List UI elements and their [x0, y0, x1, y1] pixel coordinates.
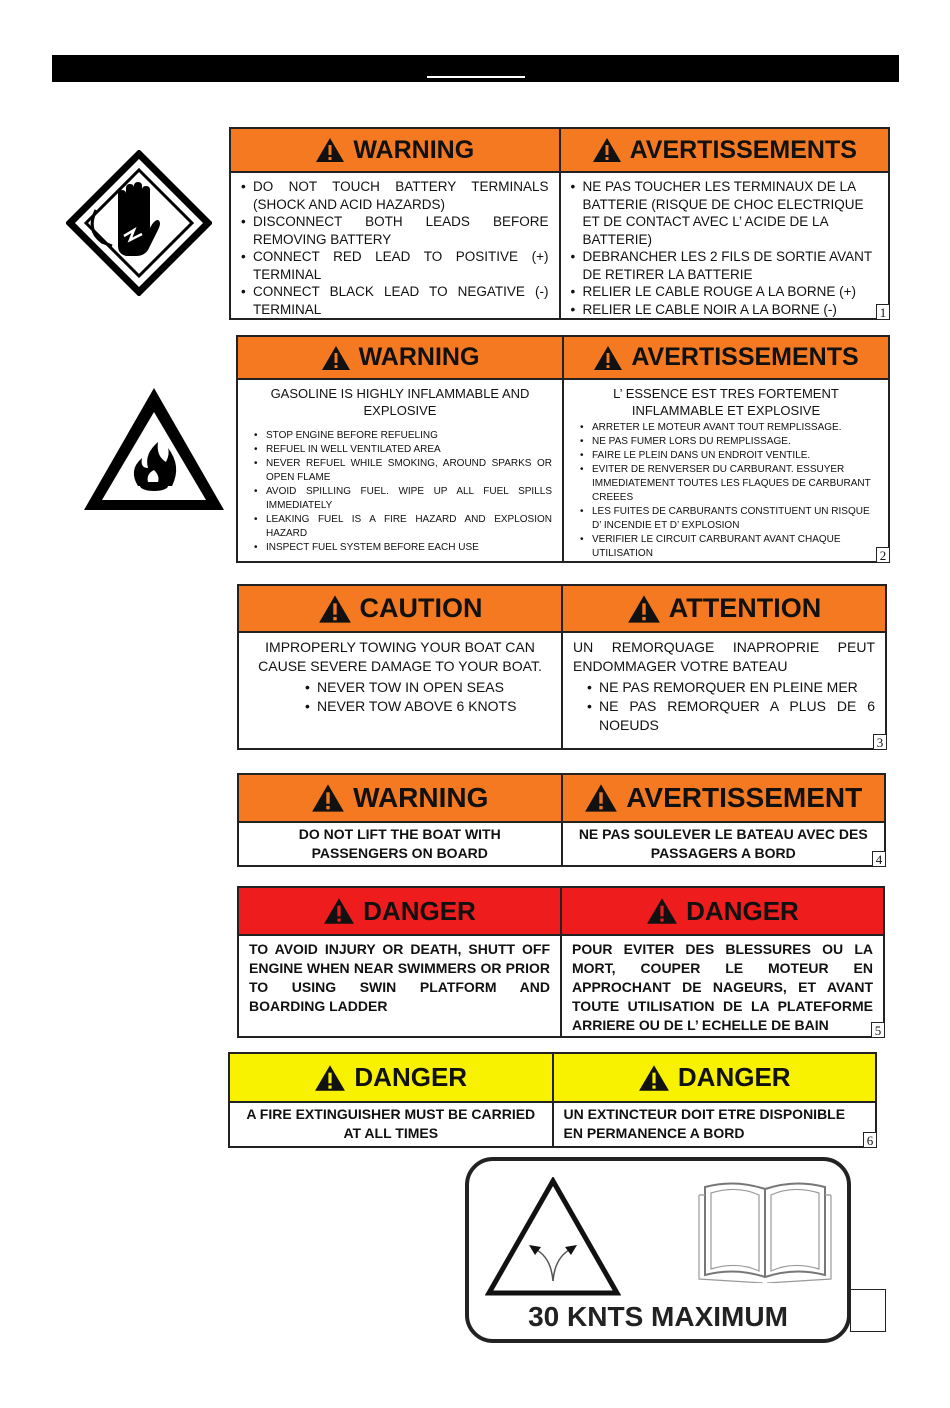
label-number: 1 [876, 304, 890, 320]
arrows-triangle-icon [485, 1177, 621, 1297]
warning-triangle-icon [593, 345, 623, 371]
english-column [239, 633, 563, 750]
fuel-warning-label [236, 335, 890, 563]
warning-triangle-icon [646, 897, 678, 925]
warning-triangle-icon [314, 1064, 346, 1092]
bullet-item: • REFUEL IN WELL VENTILATED AREA [254, 443, 552, 457]
french-column: POUR EVITER DES BLESSURES OU LA MORT, COUPER LE MOTEUR EN APPROCHANT DE NAGEURS, ET AVANT TOUTE UTILISATION DE LA PLATEFORME ARRIERE OU DE L’ ECHELLE DE BAIN [572, 941, 873, 1033]
header-en [238, 337, 564, 378]
warning-triangle-icon [318, 594, 352, 624]
bullet-item: • FAIRE LE PLEIN DANS UN ENDROIT VENTILE. [580, 449, 878, 463]
header-fr-text: AVERTISSEMENT [626, 782, 863, 813]
french-column: UN EXTINCTEUR DOIT ETRE DISPONIBLE EN PERMANENCE A BORD [563, 1106, 846, 1141]
header-en-text: WARNING [353, 782, 489, 813]
header-en [231, 129, 561, 171]
header-fr [563, 586, 885, 631]
bullet-item: • DEBRANCHER LES 2 FILS DE SORTIE AVANT DE RETIRER LA BATTERIE [571, 248, 879, 283]
extinguisher-danger-label [228, 1052, 877, 1148]
bullet-item: • DISCONNECT BOTH LEADS BEFORE REMOVING BATTERY [241, 213, 549, 248]
french-column [564, 380, 888, 563]
header-en [239, 775, 563, 821]
warning-triangle-icon [315, 137, 345, 163]
bullet-item: • EVITER DE RENVERSER DU CARBURANT. ESSUYER IMMEDIATEMENT TOUTES LES FLAQUES DE CARBURANT CREEES [580, 463, 878, 505]
english-column: A FIRE EXTINGUISHER MUST BE CARRIED AT ALL TIMES [230, 1103, 554, 1148]
english-column: TO AVOID INJURY OR DEATH, SHUTT OFF ENGINE WHEN NEAR SWIMMERS OR PRIOR TO USING SWIN PLATFORM AND BOARDING LADDER [239, 936, 562, 1038]
header-en [239, 586, 563, 631]
bullet-item: • RELIER LE CABLE NOIR A LA BORNE (-) [571, 301, 879, 319]
english-column [238, 380, 564, 563]
header-fr-text: AVERTISSEMENTS [631, 343, 859, 371]
manual-book-icon [697, 1175, 833, 1283]
electric-shock-hand-icon [66, 150, 212, 296]
warning-triangle-icon [627, 594, 661, 624]
towing-caution-label [237, 584, 887, 750]
french-column [561, 173, 889, 320]
bullet-item: • VERIFIER LE CIRCUIT CARBURANT AVANT CHAQUE UTILISATION [580, 533, 878, 561]
bullet-item: • ARRETER LE MOTEUR AVANT TOUT REMPLISSAGE. [580, 421, 878, 435]
header-en-text: WARNING [353, 135, 475, 164]
french-column: NE PAS SOULEVER LE BATEAU AVEC DES PASSAGERS A BORD [578, 826, 868, 861]
speed-limit-text: 30 KNTS MAXIMUM [528, 1301, 788, 1332]
bullet-item: • LES FUITES DE CARBURANTS CONSTITUENT UN RISQUE D’ INCENDIE ET D’ EXPLOSION [580, 505, 878, 533]
header-fr-text: AVERTISSEMENTS [629, 135, 857, 164]
bullet-item: • NE PAS REMORQUER EN PLEINE MER [587, 678, 875, 697]
header-en-text: CAUTION [359, 593, 483, 623]
header-en [230, 1054, 554, 1101]
warning-triangle-icon [323, 897, 355, 925]
bullet-item: • INSPECT FUEL SYSTEM BEFORE EACH USE [254, 541, 552, 555]
header-fr-text: DANGER [686, 895, 799, 926]
header-en-text: DANGER [363, 895, 476, 926]
french-title: UN REMORQUAGE INAPROPRIE PEUT ENDOMMAGER VOTRE BATEAU [573, 639, 875, 674]
bullet-item: • AVOID SPILLING FUEL. WIPE UP ALL FUEL SPILLS IMMEDIATELY [254, 485, 552, 513]
header-en-text: WARNING [358, 343, 480, 371]
bullet-item: • DO NOT TOUCH BATTERY TERMINALS (SHOCK AND ACID HAZARDS) [241, 178, 549, 213]
bullet-item: • CONNECT RED LEAD TO POSITIVE (+) TERMINAL [241, 248, 549, 283]
bullet-item: • LEAKING FUEL IS A FIRE HAZARD AND EXPLOSION HAZARD [254, 513, 552, 541]
warning-triangle-icon [321, 345, 351, 371]
label-number: 6 [863, 1132, 877, 1148]
header-fr-text: ATTENTION [668, 593, 822, 623]
page-header-bar [52, 55, 899, 82]
label-number: 3 [873, 734, 887, 750]
bullet-item: • NE PAS FUMER LORS DU REMPLISSAGE. [580, 435, 878, 449]
warning-triangle-icon [311, 783, 345, 813]
warning-triangle-icon [584, 783, 618, 813]
bullet-item: • CONNECT BLACK LEAD TO NEGATIVE (-) TERMINAL [241, 283, 549, 318]
bullet-item: • RELIER LE CABLE ROUGE A LA BORNE (+) [571, 283, 879, 301]
header-fr [561, 129, 889, 171]
label-number: 4 [872, 851, 886, 867]
battery-warning-label [229, 127, 890, 320]
header-fr [562, 888, 883, 934]
label-number: 5 [871, 1022, 885, 1038]
bullet-item: • NE PAS REMORQUER A PLUS DE 6 NOEUDS [587, 697, 875, 735]
header-en [239, 888, 562, 934]
english-column: DO NOT LIFT THE BOAT WITH PASSENGERS ON BOARD [239, 823, 563, 867]
speed-limit-sign [465, 1157, 851, 1343]
french-column [563, 633, 885, 750]
label-number: 2 [876, 547, 890, 563]
header-underline [427, 76, 525, 78]
english-column [231, 173, 561, 320]
header-en-text: DANGER [354, 1062, 468, 1092]
warning-triangle-icon [638, 1064, 670, 1092]
bullet-item: • NE PAS TOUCHER LES TERMINAUX DE LA BATTERIE (RISQUE DE CHOC ELECTRIQUE ET DE CONTACT AVEC L’ ACIDE DE LA BATTERIE) [571, 178, 879, 248]
warning-triangle-icon [592, 137, 622, 163]
header-fr [564, 337, 888, 378]
header-fr-text: DANGER [677, 1062, 791, 1092]
french-title: L’ ESSENCE EST TRES FORTEMENT INFLAMMABLE ET EXPLOSIVE [613, 386, 839, 418]
flammable-flame-icon [78, 382, 230, 516]
swimmers-danger-label [237, 886, 885, 1038]
english-title: GASOLINE IS HIGHLY INFLAMMABLE AND EXPLOSIVE [270, 386, 530, 418]
bullet-item: • NEVER TOW ABOVE 6 KNOTS [305, 697, 551, 716]
english-title: IMPROPERLY TOWING YOUR BOAT CAN CAUSE SEVERE DAMAGE TO YOUR BOAT. [258, 639, 542, 674]
lifting-warning-label [237, 773, 886, 867]
header-fr [554, 1054, 876, 1101]
bullet-item: • NEVER TOW IN OPEN SEAS [305, 678, 551, 697]
bullet-item: • NEVER REFUEL WHILE SMOKING, AROUND SPARKS OR OPEN FLAME [254, 457, 552, 485]
bullet-item: • STOP ENGINE BEFORE REFUELING [254, 429, 552, 443]
header-fr [563, 775, 885, 821]
label-number-box [850, 1289, 886, 1332]
